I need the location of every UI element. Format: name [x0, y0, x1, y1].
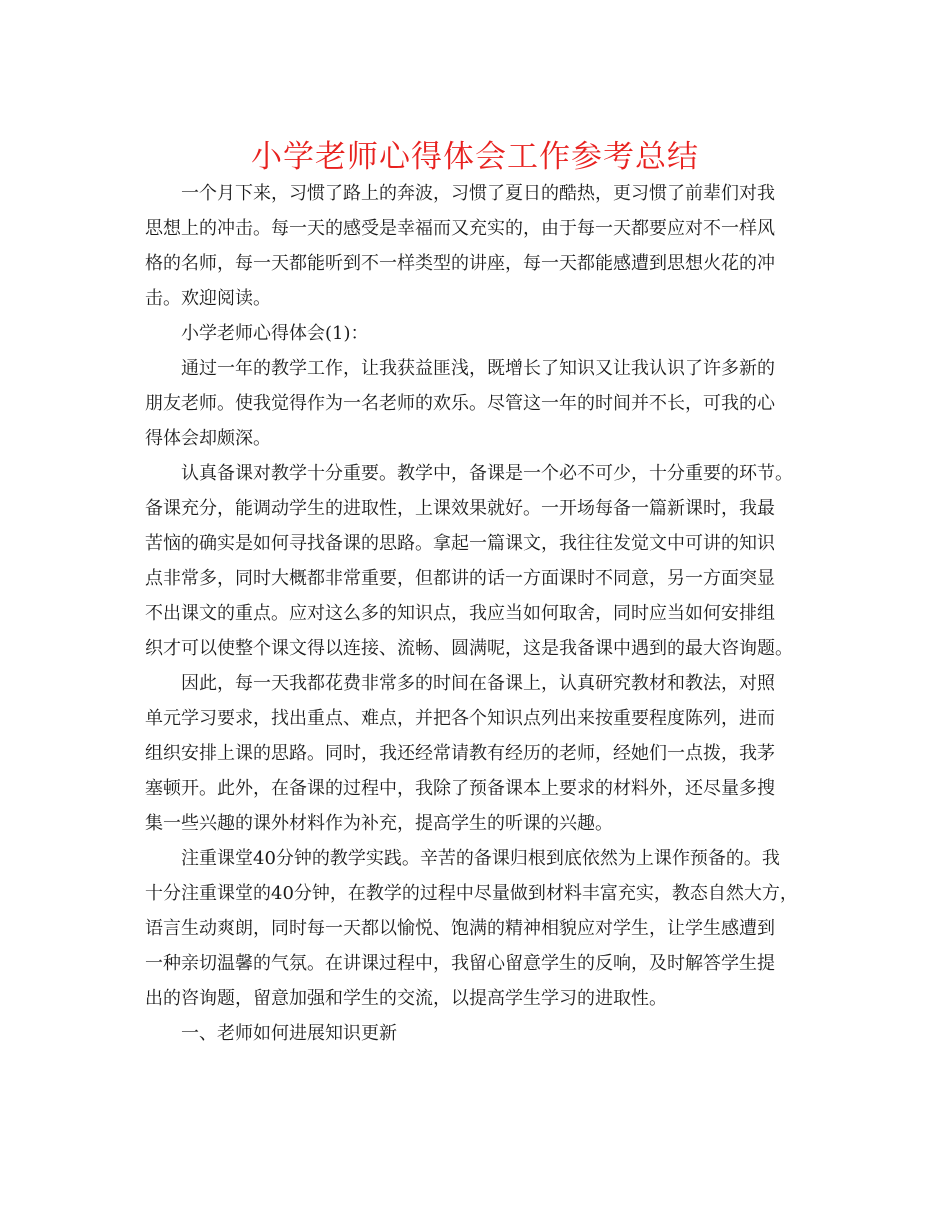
- paragraph-teaching-year: 通过一年的教学工作，让我获益匪浅，既增长了知识又让我认识了许多新的 朋友老师。使我觉得作为一名老师的欢乐。尽管这一年的时间并不长，可我的心 得体会却颇深。: [145, 358, 775, 449]
- paragraph-prep-time: 因此，每一天我都花费非常多的时间在备课上，认真研究教材和教法，对照 单元学习要求，找出重点、难点，并把各个知识点列出来按重要程度陈列，进而 组织安排上课的思路。同时，我还经常请教有经历的老师，经她们一点拨，我茅 塞顿开。此外，在备课的过程中，我除了预备课本上要求的材料外，还尽量多搜 集一些兴趣的课外材料作为补充，提高学生的听课的兴趣。: [145, 673, 775, 834]
- paragraph-classroom-practice: 注重课堂40分钟的教学实践。辛苦的备课归根到底依然为上课作预备的。我 十分注重课堂的40分钟，在教学的过程中尽量做到材料丰富充实，教态自然大方， 语言生动爽朗，同时每一天都以愉悦、饱满的精神相貌应对学生，让学生感遭到 一种亲切温馨的气氛。在讲课过程中，我留心留意学生的反响，及时解答学生提 出的咨询题，留意加强和学生的交流，以提高学生学习的进取性。: [145, 848, 798, 1009]
- document-body: [145, 176, 810, 1051]
- paragraph-lesson-prep: 认真备课对教学十分重要。教学中，备课是一个必不可少，十分重要的环节。 备课充分，能调动学生的进取性，上课效果就好。一开场每备一篇新课时，我最 苦恼的确实是如何寻找备课的思路。拿起一篇课文，我往往发觉文中可讲的知识 点非常多，同时大概都非常重要，但都讲的话一方面课时不同意，另一方面突显 不出课文的重点。应对这么多的知识点，我应当如何取舍，同时应当如何安排组 织才可以使整个课文得以连接、流畅、圆满呢，这是我备课中遇到的最大咨询题。: [145, 463, 793, 659]
- paragraph-subheading: 一、老师如何进展知识更新: [181, 1023, 397, 1044]
- paragraph-intro: 一个月下来，习惯了路上的奔波，习惯了夏日的酷热，更习惯了前辈们对我 思想上的冲击。每一天的感受是幸福而又充实的，由于每一天都要应对不一样风 格的名师，每一天都能听到不一样类型的讲座，每一天都能感遭到思想火花的冲 击。欢迎阅读。: [145, 183, 775, 309]
- paragraph-section-heading: 小学老师心得体会(1)：: [181, 323, 369, 344]
- document-title: 小学老师心得体会工作参考总结: [251, 139, 699, 175]
